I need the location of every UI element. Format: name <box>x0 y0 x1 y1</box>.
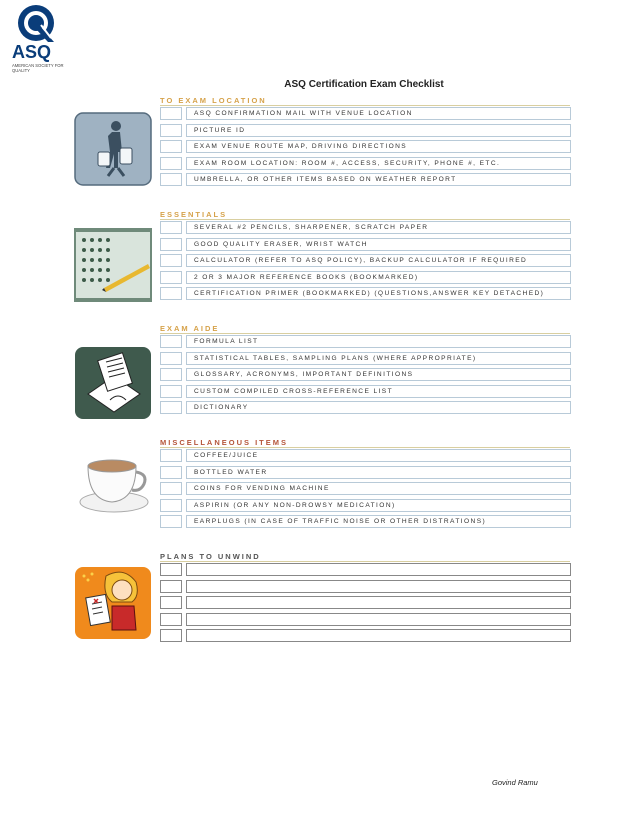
section-divider <box>160 561 570 562</box>
checklist-to-exam-location <box>160 107 571 190</box>
item-text: ASQ CONFIRMATION MAIL WITH VENUE LOCATION <box>186 107 571 120</box>
checkbox[interactable] <box>160 352 182 365</box>
list-item <box>160 124 571 138</box>
checkbox[interactable] <box>160 596 182 609</box>
list-item <box>160 563 571 577</box>
answer-sheet-pencil-icon <box>74 228 152 302</box>
item-text: GOOD QUALITY ERASER, WRIST WATCH <box>186 238 571 251</box>
item-text: CUSTOM COMPILED CROSS-REFERENCE LIST <box>186 385 571 398</box>
logo-subtitle: AMERICAN SOCIETY FOR QUALITY <box>12 63 64 73</box>
cartoon-girl-with-paper-icon <box>74 566 152 640</box>
checkbox[interactable] <box>160 335 182 348</box>
item-text: GLOSSARY, ACRONYMS, IMPORTANT DEFINITIONS <box>186 368 571 381</box>
item-text[interactable] <box>186 596 571 609</box>
list-item <box>160 107 571 121</box>
section-label-exam-aide: EXAM AIDE <box>160 324 220 333</box>
item-text: ASPIRIN (OR ANY NON-DROWSY MEDICATION) <box>186 499 571 512</box>
list-item <box>160 335 571 349</box>
checkbox[interactable] <box>160 157 182 170</box>
item-text: EXAM VENUE ROUTE MAP, DRIVING DIRECTIONS <box>186 140 571 153</box>
list-item <box>160 238 571 252</box>
list-item <box>160 613 571 627</box>
item-text: CERTIFICATION PRIMER (BOOKMARKED) (QUESTIONS,ANSWER KEY DETACHED) <box>186 287 571 300</box>
list-item <box>160 466 571 480</box>
checkbox[interactable] <box>160 515 182 528</box>
item-text: EARPLUGS (IN CASE OF TRAFFIC NOISE OR OTHER DISTRATIONS) <box>186 515 571 528</box>
checkbox[interactable] <box>160 499 182 512</box>
list-item <box>160 629 571 643</box>
item-text: DICTIONARY <box>186 401 571 414</box>
checkbox[interactable] <box>160 124 182 137</box>
checkbox[interactable] <box>160 629 182 642</box>
item-text: STATISTICAL TABLES, SAMPLING PLANS (WHERE APPROPRIATE) <box>186 352 571 365</box>
list-item <box>160 449 571 463</box>
item-text: SEVERAL #2 PENCILS, SHARPENER, SCRATCH PAPER <box>186 221 571 234</box>
checkbox[interactable] <box>160 580 182 593</box>
checkbox[interactable] <box>160 613 182 626</box>
checklist-exam-aide <box>160 335 571 418</box>
list-item <box>160 352 571 366</box>
list-item <box>160 173 571 187</box>
item-text: BOTTLED WATER <box>186 466 571 479</box>
checkbox[interactable] <box>160 221 182 234</box>
list-item <box>160 401 571 415</box>
checkbox[interactable] <box>160 287 182 300</box>
list-item <box>160 157 571 171</box>
item-text: COINS FOR VENDING MACHINE <box>186 482 571 495</box>
checklist-plans-to-unwind <box>160 563 571 646</box>
item-text: PICTURE ID <box>186 124 571 137</box>
asq-q-icon <box>14 4 58 44</box>
section-divider <box>160 333 570 334</box>
checkbox[interactable] <box>160 140 182 153</box>
section-label-to-exam-location: TO EXAM LOCATION <box>160 96 267 105</box>
checklist-essentials <box>160 221 571 304</box>
page-title: ASQ Certification Exam Checklist <box>284 79 444 90</box>
list-item <box>160 254 571 268</box>
item-text: CALCULATOR (REFER TO ASQ POLICY), BACKUP CALCULATOR IF REQUIRED <box>186 254 571 267</box>
checkbox[interactable] <box>160 254 182 267</box>
coffee-cup-icon <box>74 450 152 524</box>
documents-folder-icon <box>74 346 152 420</box>
section-label-essentials: ESSENTIALS <box>160 210 228 219</box>
section-divider <box>160 219 570 220</box>
list-item <box>160 580 571 594</box>
list-item <box>160 596 571 610</box>
walking-person-with-bags-icon <box>74 112 152 186</box>
checkbox[interactable] <box>160 385 182 398</box>
list-item <box>160 140 571 154</box>
item-text: FORMULA LIST <box>186 335 571 348</box>
checkbox[interactable] <box>160 466 182 479</box>
list-item <box>160 221 571 235</box>
checkbox[interactable] <box>160 107 182 120</box>
list-item <box>160 515 571 529</box>
item-text: COFFEE/JUICE <box>186 449 571 462</box>
item-text[interactable] <box>186 613 571 626</box>
item-text: UMBRELLA, OR OTHER ITEMS BASED ON WEATHER REPORT <box>186 173 571 186</box>
item-text: 2 OR 3 MAJOR REFERENCE BOOKS (BOOKMARKED) <box>186 271 571 284</box>
logo-wordmark: ASQ <box>12 42 52 62</box>
item-text[interactable] <box>186 629 571 642</box>
item-text[interactable] <box>186 563 571 576</box>
list-item <box>160 385 571 399</box>
checkbox[interactable] <box>160 449 182 462</box>
item-text[interactable] <box>186 580 571 593</box>
checklist-miscellaneous-items <box>160 449 571 532</box>
asq-logo <box>10 4 66 78</box>
checkbox[interactable] <box>160 563 182 576</box>
checkbox[interactable] <box>160 271 182 284</box>
checkbox[interactable] <box>160 238 182 251</box>
checkbox[interactable] <box>160 173 182 186</box>
list-item <box>160 368 571 382</box>
item-text: EXAM ROOM LOCATION: ROOM #, ACCESS, SECURITY, PHONE #, ETC. <box>186 157 571 170</box>
checkbox[interactable] <box>160 482 182 495</box>
section-divider <box>160 447 570 448</box>
list-item <box>160 271 571 285</box>
checkbox[interactable] <box>160 368 182 381</box>
section-divider <box>160 105 570 106</box>
list-item <box>160 482 571 496</box>
checkbox[interactable] <box>160 401 182 414</box>
list-item <box>160 499 571 513</box>
author-footer: Govind Ramu <box>492 778 538 787</box>
section-label-miscellaneous-items: MISCELLANEOUS ITEMS <box>160 438 289 447</box>
list-item <box>160 287 571 301</box>
section-label-plans-to-unwind: PLANS TO UNWIND <box>160 552 261 561</box>
